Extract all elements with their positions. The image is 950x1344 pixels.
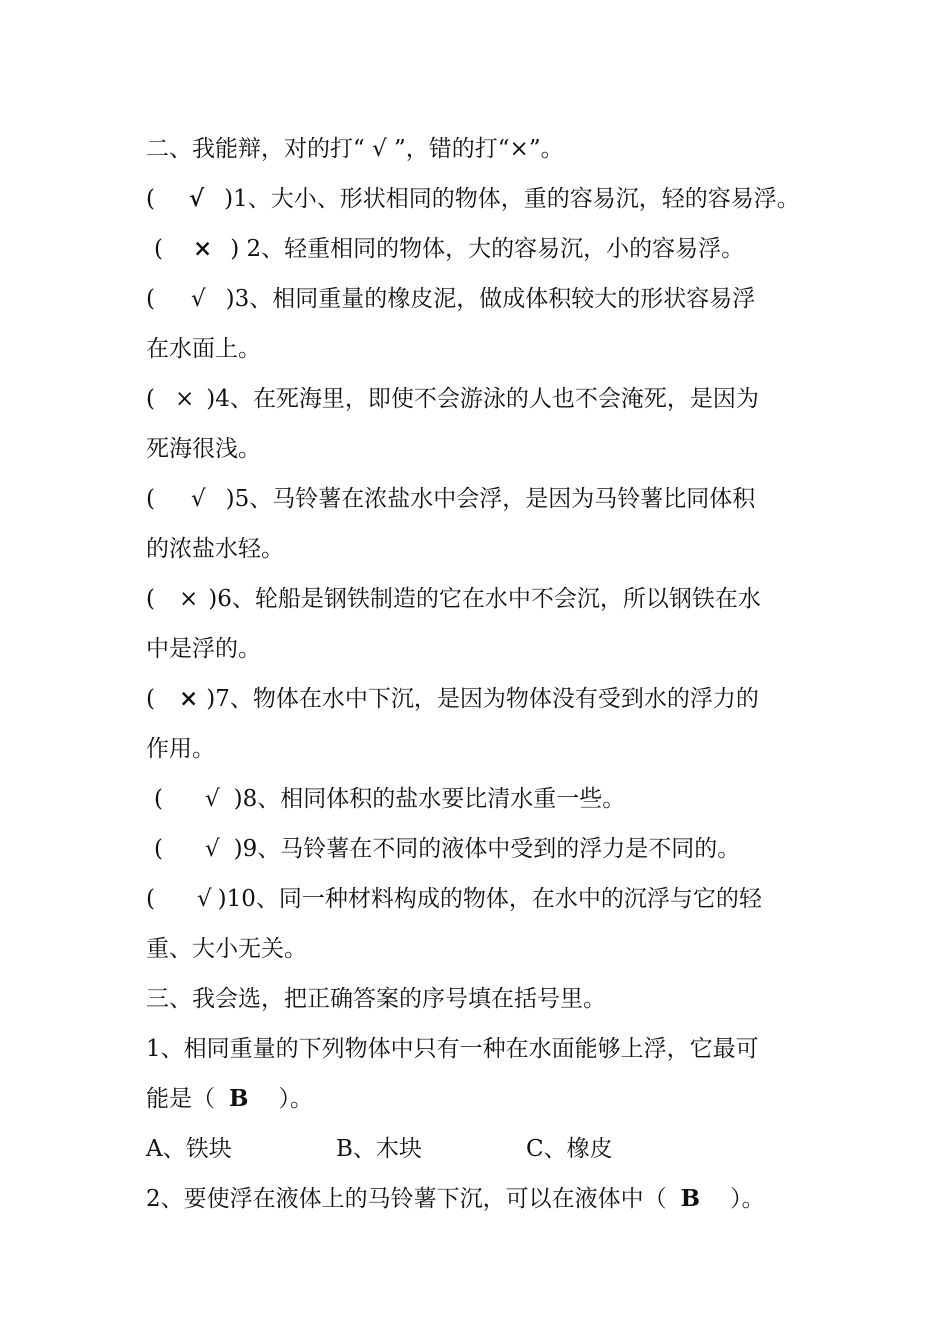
judge-item-10-cont: 重、大小无关。 [146,936,307,962]
judge-item-5-cont: 的浓盐水轻。 [146,536,284,562]
answer-mark: × [178,586,199,612]
judge-item-10 [146,884,762,914]
option-a: A、铁块 [146,1136,232,1162]
judge-item-9 [154,834,740,864]
item-text: )3、相同重量的橡皮泥，做成体积较大的形状容易浮 [225,286,756,312]
open-paren: ( [146,886,155,912]
judge-item-4-cont: 死海很浅。 [146,436,261,462]
judge-item-3 [146,284,755,314]
item-text: )6、轮船是钢铁制造的它在水中不会沉，所以钢铁在水 [208,586,761,612]
judge-item-6-cont: 中是浮的。 [146,636,261,662]
judge-item-8 [154,784,625,814]
item-text: )7、物体在水中下沉，是因为物体没有受到水的浮力的 [206,686,759,712]
answer-mark: × [178,685,199,712]
choice-q1: 1、相同重量的下列物体中只有一种在水面能够上浮，它最可 [146,1036,759,1062]
judge-item-4 [146,384,759,414]
answer-mark: √ [190,486,206,512]
item-text: )9、马铃薯在不同的液体中受到的浮力是不同的。 [233,836,741,862]
answer-mark: √ [188,185,205,212]
open-paren: ( [146,586,155,612]
judge-item-6 [146,584,761,614]
answer-mark: √ [204,786,220,812]
item-text: )1、大小、形状相同的物体，重的容易沉，轻的容易浮。 [224,186,800,212]
option-b: B、木块 [336,1136,422,1162]
q1-prefix: 能是（ [146,1086,215,1112]
item-text: )5、马铃薯在浓盐水中会浮，是因为马铃薯比同体积 [225,486,756,512]
section3-heading: 三、我会选，把正确答案的序号填在括号里。 [146,986,606,1012]
judge-item-7-cont: 作用。 [146,736,215,762]
answer-mark: √ [204,836,220,862]
open-paren: ( [154,236,163,262]
choice-q2 [146,1184,765,1214]
answer-mark: √ [196,886,212,912]
q2-answer: B [680,1185,701,1212]
open-paren: ( [146,386,155,412]
answer-mark: × [174,386,195,412]
option-c: C、橡皮 [526,1136,613,1162]
judge-item-3-cont: 在水面上。 [146,336,261,362]
item-text: ) 2、轻重相同的物体，大的容易沉，小的容易浮。 [230,236,745,262]
q1-suffix: ）。 [278,1086,313,1112]
answer-mark: × [192,235,213,262]
judge-item-7 [146,684,759,714]
q2-prefix: 2、要使浮在液体上的马铃薯下沉，可以在液体中（ [146,1186,667,1212]
open-paren: ( [154,836,163,862]
section2-heading: 二、我能辩，对的打“ √ ”，错的打“×”。 [146,136,564,162]
judge-item-1 [146,184,800,214]
item-text: )8、相同体积的盐水要比清水重一些。 [233,786,626,812]
open-paren: ( [154,786,163,812]
judge-item-5 [146,484,755,514]
answer-mark: √ [190,286,206,312]
q1-answer: B [229,1085,249,1112]
choice-q1-options [146,1134,613,1164]
open-paren: ( [146,686,155,712]
item-text: )10、同一种材料构成的物体，在水中的沉浮与它的轻 [217,886,762,912]
choice-q1-cont [146,1084,313,1114]
open-paren: ( [146,486,155,512]
q2-suffix: ）。 [730,1186,765,1212]
open-paren: ( [146,186,155,212]
open-paren: ( [146,286,155,312]
item-text: )4、在死海里，即使不会游泳的人也不会淹死，是因为 [206,386,759,412]
judge-item-2 [154,234,744,264]
